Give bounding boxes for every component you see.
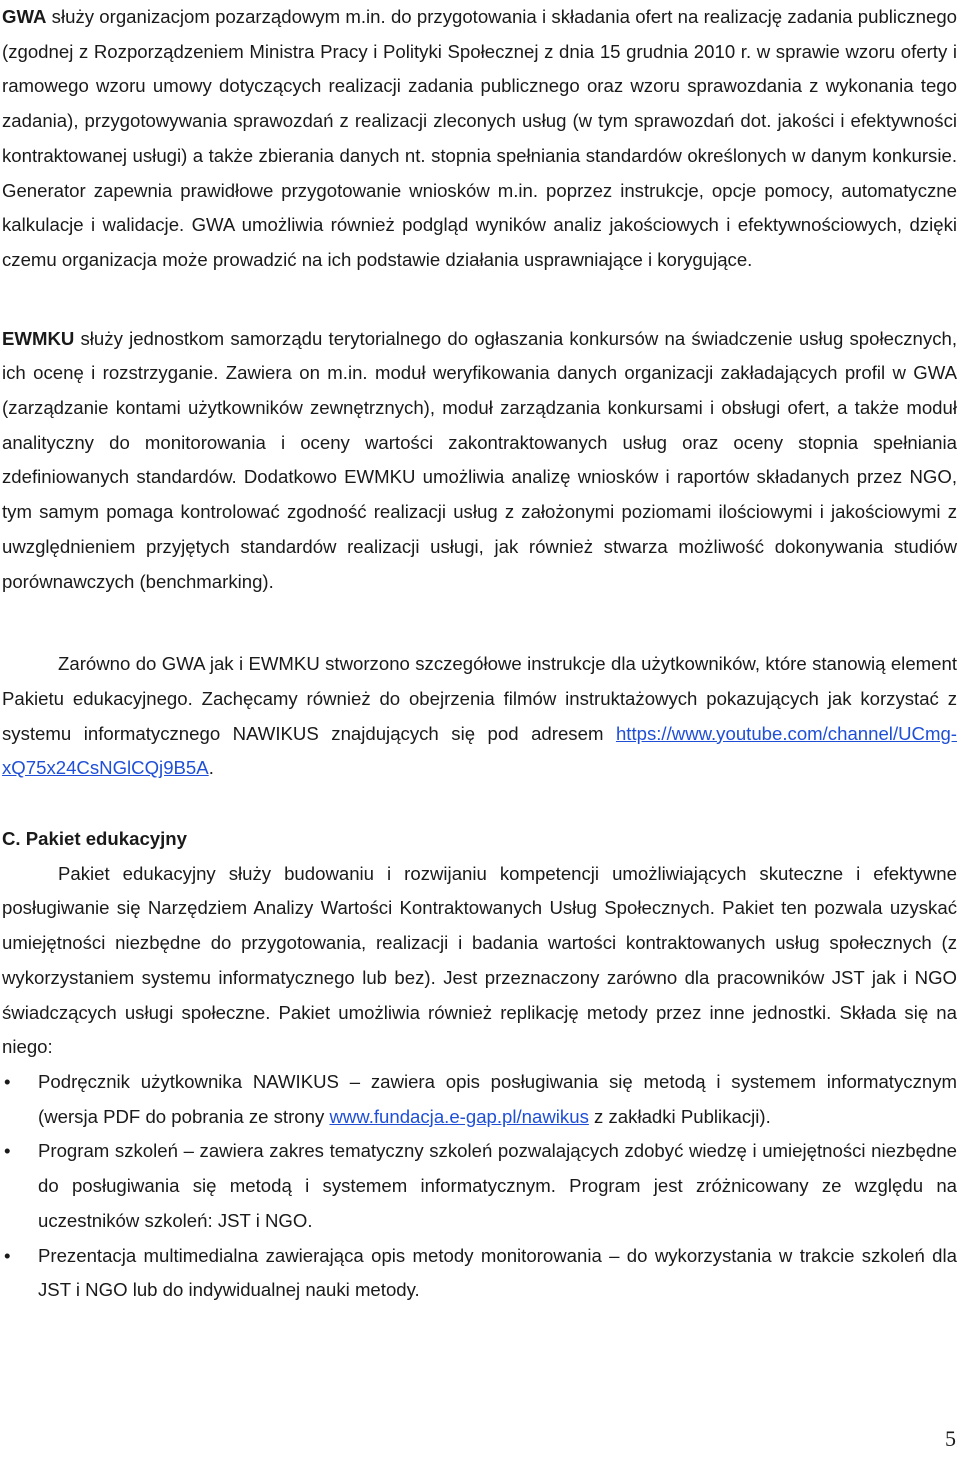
youtube-channel-link[interactable]: https://www.youtube.com/channel/UCmg-xQ75x24CsNGlCQj9B5A	[2, 722, 957, 779]
list-item-text: Podręcznik użytkownika NAWIKUS – zawiera opis posługiwania się metodą i systemem informatycznym (wersja PDF do pobrania ze strony	[38, 1070, 957, 1127]
paragraph-ewmku	[2, 322, 957, 600]
package-components-list	[2, 1065, 957, 1308]
ewmku-description: służy jednostkom samorządu terytorialnego do ogłaszania konkursów na świadczenie usług społecznych, ich ocenę i rozstrzyganie. Zawiera on m.in. moduł weryfikowania danych organizacji zakładających profil w GWA (zarządzanie kontami użytkowników zewnętrznych), moduł zarządzania konkursami i obsługi ofert, a także moduł analityczny do monitorowania i oceny wartości zakontraktowanych usług oraz oceny stopnia spełniania zdefiniowanych standardów. Dodatkowo EWMKU umożliwia analizę wniosków i raportów składanych przez NGO, tym samym pomaga kontrolować zgodność realizacji usług z założonymi poziomami ilościowymi i jakościowymi z uwzględnieniem przyjętych standardów realizacji usługi, jak również stwarza możliwość dokonywania studiów porównawczych (benchmarking).	[2, 327, 957, 592]
bullet-icon: •	[4, 1140, 11, 1162]
spacer	[2, 278, 957, 322]
spacer	[2, 786, 957, 822]
list-item-text-end: z zakładki Publikacji).	[588, 1105, 771, 1127]
bullet-icon: •	[4, 1070, 11, 1092]
instructions-end: .	[208, 757, 214, 779]
paragraph-package-intro: Pakiet edukacyjny służy budowaniu i rozwijaniu kompetencji umożliwiających skuteczne i efektywne posługiwanie się Narzędziem Analizy Wartości Kontraktowanych Usług Społecznych. Pakiet ten pozwala uzyskać umiejętności niezbędne do przygotowania, realizacji i badania wartości kontraktowanych usług społecznych (z wykorzystaniem systemu informatycznego lub bez). Jest przeznaczony zarówno dla pracowników JST jak i NGO świadczących usługi społeczne. Pakiet umożliwia również replikację metody przez inne jednostki. Składa się na niego:	[2, 862, 957, 1058]
spacer	[2, 599, 957, 647]
document-page	[2, 0, 957, 1308]
bullet-icon: •	[4, 1244, 11, 1266]
ewmku-term: EWMKU	[2, 327, 75, 349]
list-item	[2, 1134, 957, 1238]
gwa-description: służy organizacjom pozarządowym m.in. do przygotowania i składania ofert na realizację zadania publicznego (zgodnej z Rozporządzeniem Ministra Pracy i Polityki Społecznej z dnia 15 grudnia 2010 r. w sprawie wzoru oferty i ramowego wzoru umowy dotyczących realizacji zadania publicznego oraz wzoru sprawozdania z wykonania tego zadania), przygotowywania sprawozdań z realizacji zleconych usług (w tym sprawozdań dot. jakości i efektywności kontraktowanej usługi) a także zbierania danych nt. stopnia spełniania standardów określonych w danym konkursie. Generator zapewnia prawidłowe przygotowanie wniosków m.in. poprzez instrukcje, opcje pomocy, automatyczne kalkulacje i walidacje. GWA umożliwia również podgląd wyników analiz jakościowych i efektywnościowych, dzięki czemu organizacja może prowadzić na ich podstawie działania usprawniające i korygujące.	[2, 6, 957, 270]
section-heading: C. Pakiet edukacyjny	[2, 828, 187, 850]
instructions-text: Zarówno do GWA jak i EWMKU stworzono szczegółowe instrukcje dla użytkowników, które stanowią element Pakietu edukacyjnego. Zachęcamy również do obejrzenia filmów instruktażowych pokazujących jak korzystać z systemu informatycznego NAWIKUS znajdujących się pod adresem	[2, 653, 957, 744]
nawikus-link[interactable]: www.fundacja.e-gap.pl/nawikus	[329, 1105, 589, 1127]
page-number: 5	[945, 1426, 956, 1451]
list-item	[2, 1065, 957, 1134]
list-item	[2, 1239, 957, 1308]
paragraph-gwa	[2, 0, 957, 278]
gwa-term: GWA	[2, 6, 47, 27]
list-item-text: Program szkoleń – zawiera zakres tematyczny szkoleń pozwalających zdobyć wiedzę i umiejętności niezbędne do posługiwania się metodą i systemem informatycznym. Program jest zróżnicowany ze względu na uczestników szkoleń: JST i NGO.	[38, 1140, 957, 1231]
list-item-text: Prezentacja multimedialna zawierająca opis metody monitorowania – do wykorzystania w trakcie szkoleń dla JST i NGO lub do indywidualnej nauki metody.	[38, 1244, 957, 1301]
paragraph-instructions	[2, 647, 957, 786]
